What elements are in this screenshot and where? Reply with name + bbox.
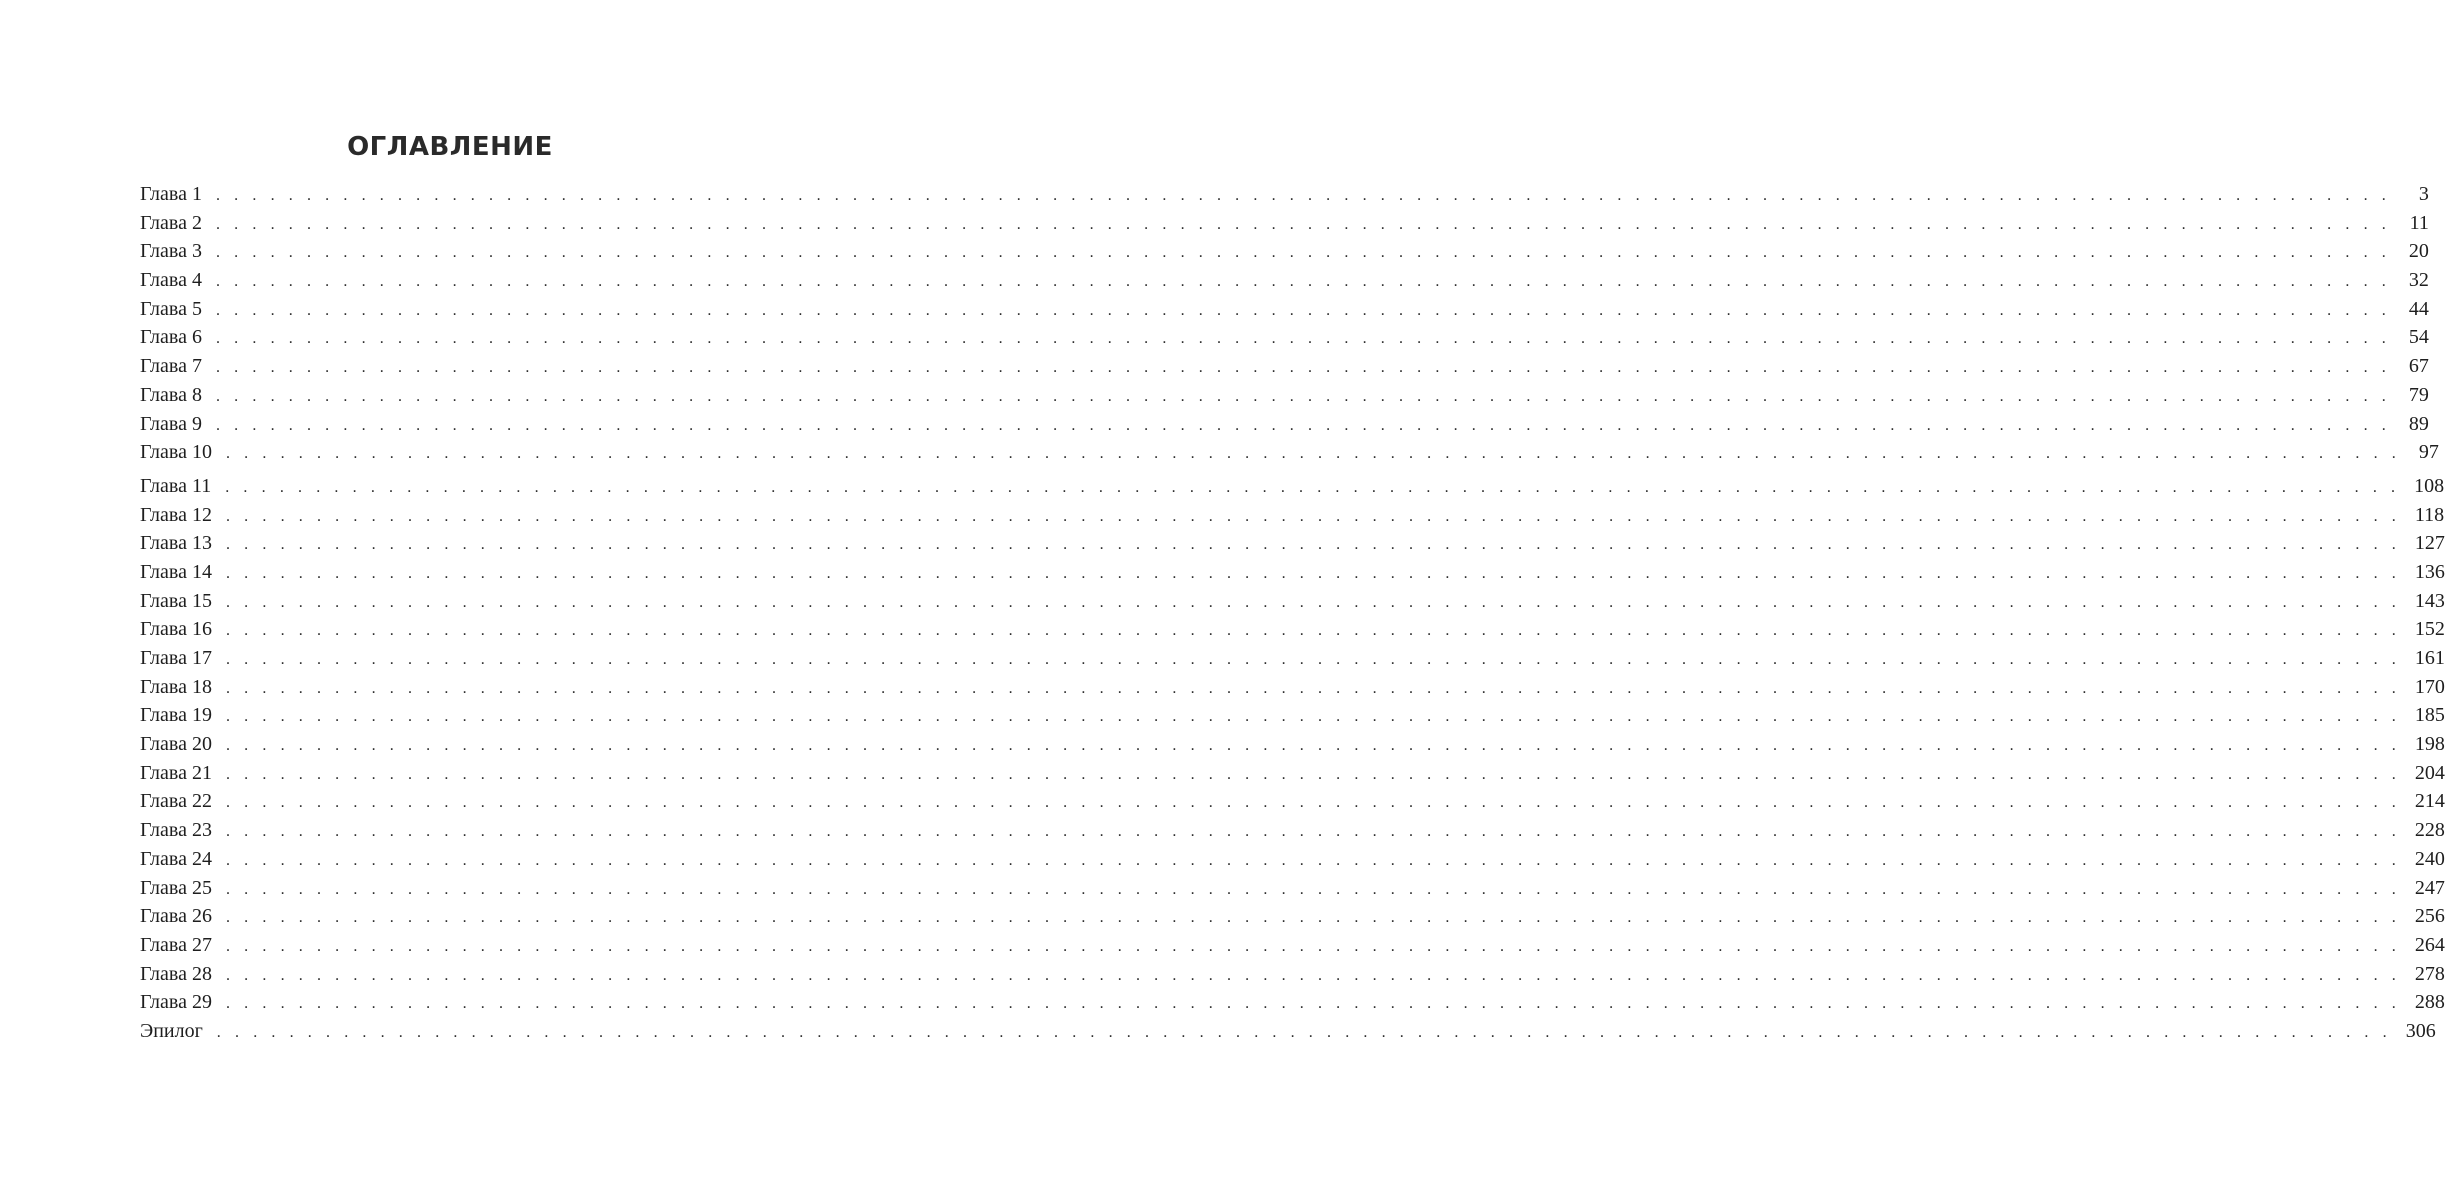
toc-entry-label: Глава 5 (140, 297, 202, 320)
toc-entry-page-number: 278 (2414, 962, 2445, 985)
toc-entry-page-number: 214 (2414, 790, 2445, 813)
toc-entry (140, 297, 2429, 327)
toc-entry (140, 560, 2445, 590)
toc-entry-page-number: 256 (2414, 905, 2445, 928)
toc-entry (140, 183, 2429, 212)
toc-entry-page-number: 288 (2414, 991, 2445, 1014)
toc-entry (140, 733, 2445, 762)
toc-entry (140, 847, 2445, 877)
dot-leader: . . . . . . . . . . . . . . . . . . . . . . . . . . . . . . . . . . . . . . . . . . . . . . . . . . . . . . . . . . . . . . . . . . . . . . . . . . . . . . . . . . . . . . . . . . . . . . . . . . . . . . . . . . . . . . . . . . . . . . . . (225, 851, 2401, 869)
dot-leader: . . . . . . . . . . . . . . . . . . . . . . . . . . . . . . . . . . . . . . . . . . . . . . . . . . . . . . . . . . . . . . . . . . . . . . . . . . . . . . . . . . . . . . . . . . . . . . . . . . . . . . . . . . . . . . . . . . . . . . . . (225, 651, 2401, 668)
toc-entry-page-number: 228 (2414, 819, 2445, 842)
toc-entry-page-number: 108 (2414, 474, 2445, 497)
toc-entry (140, 355, 2429, 384)
toc-entry-label: Глава 12 (140, 503, 212, 526)
toc-entry (140, 589, 2445, 619)
toc-entry (140, 647, 2445, 676)
toc-entry-page-number: 240 (2414, 847, 2445, 870)
toc-entry-page-number: 198 (2414, 733, 2445, 756)
toc-entry-label: Глава 3 (140, 240, 202, 263)
dot-leader: . . . . . . . . . . . . . . . . . . . . . . . . . . . . . . . . . . . . . . . . . . . . . . . . . . . . . . . . . . . . . . . . . . . . . . . . . . . . . . . . . . . . . . . . . . . . . . . . . . . . . . . . . . . . . . . . . . . . . . . . (225, 478, 2401, 496)
toc-entry-label: Глава 18 (140, 675, 212, 698)
dot-leader: . . . . . . . . . . . . . . . . . . . . . . . . . . . . . . . . . . . . . . . . . . . . . . . . . . . . . . . . . . . . . . . . . . . . . . . . . . . . . . . . . . . . . . . . . . . . . . . . . . . . . . . . . . . . . . . . . . . . . . . . (216, 1023, 2392, 1041)
toc-entry (140, 675, 2445, 705)
toc-entry-page-number: 127 (2414, 532, 2445, 555)
dot-leader: . . . . . . . . . . . . . . . . . . . . . . . . . . . . . . . . . . . . . . . . . . . . . . . . . . . . . . . . . . . . . . . . . . . . . . . . . . . . . . . . . . . . . . . . . . . . . . . . . . . . . . . . . . . . . . . . . . . . . . . . (215, 359, 2391, 377)
toc-entry-page-number: 136 (2414, 560, 2445, 583)
toc-entry (140, 876, 2445, 906)
toc-entry (140, 383, 2429, 413)
dot-leader: . . . . . . . . . . . . . . . . . . . . . . . . . . . . . . . . . . . . . . . . . . . . . . . . . . . . . . . . . . . . . . . . . . . . . . . . . . . . . . . . . . . . . . . . . . . . . . . . . . . . . . . . . . . . . . . . . . . . . . . . (215, 330, 2391, 348)
toc-entry (140, 962, 2445, 992)
toc-entry-label: Глава 11 (140, 474, 212, 497)
toc-entry-label: Глава 10 (140, 441, 212, 464)
toc-entry (140, 441, 2439, 470)
dot-leader: . . . . . . . . . . . . . . . . . . . . . . . . . . . . . . . . . . . . . . . . . . . . . . . . . . . . . . . . . . . . . . . . . . . . . . . . . . . . . . . . . . . . . . . . . . . . . . . . . . . . . . . . . . . . . . . . . . . . . . . . (225, 622, 2401, 640)
toc-entry-label: Глава 25 (140, 876, 212, 899)
toc-entry-page-number: 67 (2408, 355, 2429, 378)
toc-entry (140, 326, 2429, 355)
toc-entry-page-number: 170 (2414, 675, 2445, 698)
dot-leader: . . . . . . . . . . . . . . . . . . . . . . . . . . . . . . . . . . . . . . . . . . . . . . . . . . . . . . . . . . . . . . . . . . . . . . . . . . . . . . . . . . . . . . . . . . . . . . . . . . . . . . . . . . . . . . . . . . . . . . . . (215, 273, 2391, 291)
dot-leader: . . . . . . . . . . . . . . . . . . . . . . . . . . . . . . . . . . . . . . . . . . . . . . . . . . . . . . . . . . . . . . . . . . . . . . . . . . . . . . . . . . . . . . . . . . . . . . . . . . . . . . . . . . . . . . . . . . . . . . . . (225, 823, 2401, 841)
dot-leader: . . . . . . . . . . . . . . . . . . . . . . . . . . . . . . . . . . . . . . . . . . . . . . . . . . . . . . . . . . . . . . . . . . . . . . . . . . . . . . . . . . . . . . . . . . . . . . . . . . . . . . . . . . . . . . . . . . . . . . . . (215, 416, 2391, 434)
toc-entry-page-number: 306 (2405, 1019, 2436, 1042)
dot-leader: . . . . . . . . . . . . . . . . . . . . . . . . . . . . . . . . . . . . . . . . . . . . . . . . . . . . . . . . . . . . . . . . . . . . . . . . . . . . . . . . . . . . . . . . . . . . . . . . . . . . . . . . . . . . . . . . . . . . . . . . (215, 244, 2391, 262)
toc-entry-label: Глава 21 (140, 761, 212, 784)
toc-entry-page-number: 79 (2408, 383, 2429, 406)
toc-entry (140, 474, 2445, 504)
dot-leader: . . . . . . . . . . . . . . . . . . . . . . . . . . . . . . . . . . . . . . . . . . . . . . . . . . . . . . . . . . . . . . . . . . . . . . . . . . . . . . . . . . . . . . . . . . . . . . . . . . . . . . . . . . . . . . . . . . . . . . . . (215, 301, 2391, 319)
toc-title: ОГЛАВЛЕНИЕ (347, 132, 553, 162)
toc-entry (140, 991, 2445, 1020)
dot-leader: . . . . . . . . . . . . . . . . . . . . . . . . . . . . . . . . . . . . . . . . . . . . . . . . . . . . . . . . . . . . . . . . . . . . . . . . . . . . . . . . . . . . . . . . . . . . . . . . . . . . . . . . . . . . . . . . . . . . . . . . (225, 909, 2401, 927)
dot-leader: . . . . . . . . . . . . . . . . . . . . . . . . . . . . . . . . . . . . . . . . . . . . . . . . . . . . . . . . . . . . . . . . . . . . . . . . . . . . . . . . . . . . . . . . . . . . . . . . . . . . . . . . . . . . . . . . . . . . . . . . (225, 536, 2401, 554)
toc-entry-page-number: 97 (2418, 441, 2439, 464)
toc-entry (140, 503, 2445, 533)
toc-entry-label: Эпилог (140, 1019, 203, 1042)
toc-entry-label: Глава 9 (140, 412, 202, 435)
dot-leader: . . . . . . . . . . . . . . . . . . . . . . . . . . . . . . . . . . . . . . . . . . . . . . . . . . . . . . . . . . . . . . . . . . . . . . . . . . . . . . . . . . . . . . . . . . . . . . . . . . . . . . . . . . . . . . . . . . . . . . . . (215, 215, 2391, 233)
toc-entry (140, 412, 2429, 442)
dot-leader: . . . . . . . . . . . . . . . . . . . . . . . . . . . . . . . . . . . . . . . . . . . . . . . . . . . . . . . . . . . . . . . . . . . . . . . . . . . . . . . . . . . . . . . . . . . . . . . . . . . . . . . . . . . . . . . . . . . . . . . . (215, 187, 2391, 204)
dot-leader: . . . . . . . . . . . . . . . . . . . . . . . . . . . . . . . . . . . . . . . . . . . . . . . . . . . . . . . . . . . . . . . . . . . . . . . . . . . . . . . . . . . . . . . . . . . . . . . . . . . . . . . . . . . . . . . . . . . . . . . . (225, 564, 2401, 582)
toc-entry-label: Глава 29 (140, 991, 212, 1014)
toc-entry (140, 211, 2429, 241)
toc-entry-page-number: 161 (2414, 647, 2445, 669)
toc-entry-page-number: 152 (2414, 618, 2445, 641)
toc-entry-label: Глава 14 (140, 560, 212, 583)
toc-entry (140, 618, 2445, 647)
toc-entry-page-number: 143 (2414, 589, 2445, 612)
toc-entry-label: Глава 19 (140, 704, 212, 727)
dot-leader: . . . . . . . . . . . . . . . . . . . . . . . . . . . . . . . . . . . . . . . . . . . . . . . . . . . . . . . . . . . . . . . . . . . . . . . . . . . . . . . . . . . . . . . . . . . . . . . . . . . . . . . . . . . . . . . . . . . . . . . . (225, 593, 2401, 611)
toc-entry-label: Глава 28 (140, 962, 212, 985)
toc-entry-page-number: 89 (2408, 412, 2429, 435)
toc-entry (140, 532, 2445, 561)
toc-entry-label: Глава 26 (140, 905, 212, 928)
toc-entry-page-number: 204 (2414, 761, 2445, 784)
toc-entry-label: Глава 1 (140, 183, 202, 205)
toc-entry-page-number: 3 (2418, 183, 2429, 205)
toc-entry-label: Глава 20 (140, 733, 212, 756)
toc-entry-page-number: 54 (2408, 326, 2429, 349)
dot-leader: . . . . . . . . . . . . . . . . . . . . . . . . . . . . . . . . . . . . . . . . . . . . . . . . . . . . . . . . . . . . . . . . . . . . . . . . . . . . . . . . . . . . . . . . . . . . . . . . . . . . . . . . . . . . . . . . . . . . . . . . (225, 445, 2401, 463)
dot-leader: . . . . . . . . . . . . . . . . . . . . . . . . . . . . . . . . . . . . . . . . . . . . . . . . . . . . . . . . . . . . . . . . . . . . . . . . . . . . . . . . . . . . . . . . . . . . . . . . . . . . . . . . . . . . . . . . . . . . . . . . (225, 937, 2401, 955)
toc-entry (140, 240, 2429, 269)
dot-leader: . . . . . . . . . . . . . . . . . . . . . . . . . . . . . . . . . . . . . . . . . . . . . . . . . . . . . . . . . . . . . . . . . . . . . . . . . . . . . . . . . . . . . . . . . . . . . . . . . . . . . . . . . . . . . . . . . . . . . . . . (225, 880, 2401, 898)
toc-entry-label: Глава 7 (140, 355, 202, 378)
toc-list (140, 183, 2445, 1049)
toc-entry-label: Глава 23 (140, 819, 212, 842)
toc-entry (140, 790, 2445, 819)
toc-entry-page-number: 20 (2408, 240, 2429, 263)
toc-entry-label: Глава 15 (140, 589, 212, 612)
toc-entry-label: Глава 16 (140, 618, 212, 641)
dot-leader: . . . . . . . . . . . . . . . . . . . . . . . . . . . . . . . . . . . . . . . . . . . . . . . . . . . . . . . . . . . . . . . . . . . . . . . . . . . . . . . . . . . . . . . . . . . . . . . . . . . . . . . . . . . . . . . . . . . . . . . . (225, 507, 2401, 525)
toc-entry-label: Глава 24 (140, 847, 212, 870)
toc-entry (140, 933, 2445, 963)
toc-entry-label: Глава 4 (140, 269, 202, 292)
toc-entry-page-number: 264 (2414, 933, 2445, 956)
toc-entry-label: Глава 17 (140, 647, 212, 669)
toc-entry (140, 819, 2445, 848)
dot-leader: . . . . . . . . . . . . . . . . . . . . . . . . . . . . . . . . . . . . . . . . . . . . . . . . . . . . . . . . . . . . . . . . . . . . . . . . . . . . . . . . . . . . . . . . . . . . . . . . . . . . . . . . . . . . . . . . . . . . . . . . (225, 708, 2401, 726)
toc-entry-label: Глава 2 (140, 211, 202, 234)
toc-entry-label: Глава 27 (140, 933, 212, 956)
dot-leader: . . . . . . . . . . . . . . . . . . . . . . . . . . . . . . . . . . . . . . . . . . . . . . . . . . . . . . . . . . . . . . . . . . . . . . . . . . . . . . . . . . . . . . . . . . . . . . . . . . . . . . . . . . . . . . . . . . . . . . . . (225, 765, 2401, 783)
toc-entry-page-number: 118 (2414, 503, 2445, 526)
dot-leader: . . . . . . . . . . . . . . . . . . . . . . . . . . . . . . . . . . . . . . . . . . . . . . . . . . . . . . . . . . . . . . . . . . . . . . . . . . . . . . . . . . . . . . . . . . . . . . . . . . . . . . . . . . . . . . . . . . . . . . . . (215, 387, 2391, 405)
toc-entry-label: Глава 6 (140, 326, 202, 349)
dot-leader: . . . . . . . . . . . . . . . . . . . . . . . . . . . . . . . . . . . . . . . . . . . . . . . . . . . . . . . . . . . . . . . . . . . . . . . . . . . . . . . . . . . . . . . . . . . . . . . . . . . . . . . . . . . . . . . . . . . . . . . . (225, 995, 2401, 1013)
toc-entry-page-number: 32 (2408, 269, 2429, 292)
toc-entry (140, 905, 2445, 934)
dot-leader: . . . . . . . . . . . . . . . . . . . . . . . . . . . . . . . . . . . . . . . . . . . . . . . . . . . . . . . . . . . . . . . . . . . . . . . . . . . . . . . . . . . . . . . . . . . . . . . . . . . . . . . . . . . . . . . . . . . . . . . . (225, 737, 2401, 755)
toc-entry (140, 761, 2445, 791)
toc-entry-label: Глава 13 (140, 532, 212, 555)
toc-entry-page-number: 185 (2414, 704, 2445, 727)
toc-entry (140, 704, 2445, 733)
toc-entry-page-number: 44 (2408, 297, 2429, 320)
toc-entry-label: Глава 22 (140, 790, 212, 813)
toc-entry-page-number: 247 (2414, 876, 2445, 899)
toc-entry (140, 1019, 2436, 1049)
toc-entry-label: Глава 8 (140, 383, 202, 406)
dot-leader: . . . . . . . . . . . . . . . . . . . . . . . . . . . . . . . . . . . . . . . . . . . . . . . . . . . . . . . . . . . . . . . . . . . . . . . . . . . . . . . . . . . . . . . . . . . . . . . . . . . . . . . . . . . . . . . . . . . . . . . . (225, 679, 2401, 697)
toc-entry-page-number: 11 (2409, 211, 2429, 234)
toc-entry (140, 269, 2429, 298)
dot-leader: . . . . . . . . . . . . . . . . . . . . . . . . . . . . . . . . . . . . . . . . . . . . . . . . . . . . . . . . . . . . . . . . . . . . . . . . . . . . . . . . . . . . . . . . . . . . . . . . . . . . . . . . . . . . . . . . . . . . . . . . (225, 966, 2401, 984)
dot-leader: . . . . . . . . . . . . . . . . . . . . . . . . . . . . . . . . . . . . . . . . . . . . . . . . . . . . . . . . . . . . . . . . . . . . . . . . . . . . . . . . . . . . . . . . . . . . . . . . . . . . . . . . . . . . . . . . . . . . . . . . (225, 794, 2401, 812)
